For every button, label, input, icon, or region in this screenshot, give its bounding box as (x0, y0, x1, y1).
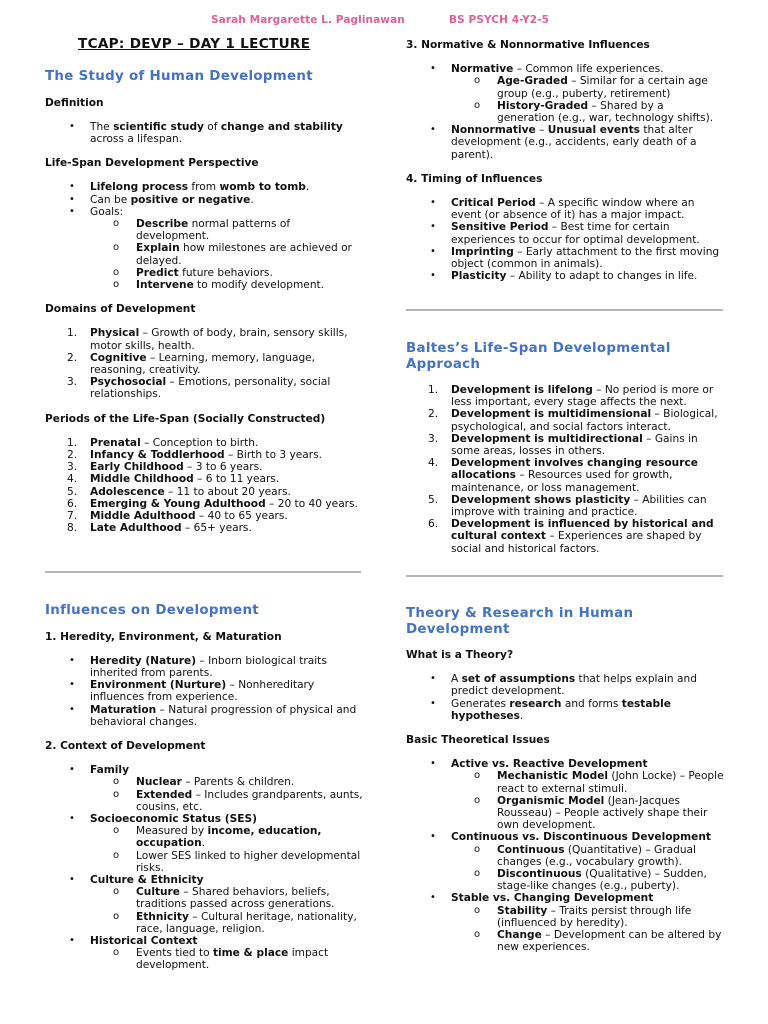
list-item: 6. Emerging & Young Adulthood – 20 to 40 years. (67, 497, 358, 510)
list-item: 2. Infancy & Toddlerhood – Birth to 3 years. (67, 448, 323, 461)
list-item: o Discontinuous (Qualitative) – Sudden, stage-like changes (e.g., puberty). (474, 868, 707, 893)
section-study (45, 69, 363, 534)
list-item: 5. Development shows plasticity – Abilities can improve with training and practice. (428, 493, 707, 519)
list-item: 1. Prenatal – Conception to birth. (67, 436, 259, 449)
list-item: 3. Psychosocial – Emotions, personality, social relationships. (67, 376, 331, 401)
list-item: • Imprinting – Early attachment to the first moving object (common in animals). (430, 245, 720, 271)
list-item: o Culture – Shared behaviors, beliefs, traditions passed across generations. (113, 886, 335, 911)
list-item: o Ethnicity – Cultural heritage, nationality, race, language, religion. (113, 910, 357, 935)
list-item: o Age-Graded – Similar for a certain age group (e.g., puberty, retirement) (474, 75, 708, 100)
list-item: 3. Development is multidirectional – Gains in some areas, losses in others. (428, 432, 698, 458)
list-item: • A set of assumptions that helps explain and predict development. (430, 673, 697, 698)
author-name: Sarah Margarette L. Paglinawan (211, 14, 405, 26)
list-item: • Goals: (69, 205, 124, 218)
list-item: o Change – Development can be altered by new experiences. (474, 929, 722, 954)
list-item: • Historical Context (69, 934, 198, 947)
list-item: 4. Development involves changing resource allocations – Resources used for growth, maintenance, or loss management. (428, 457, 698, 494)
label-context: 2. Context of Development (45, 739, 206, 752)
heading-theory: Theory & Research in Human Development (406, 606, 634, 637)
list-item: • Critical Period – A specific window where an event (or absence of it) has a major impact. (430, 197, 695, 222)
section-baltes (406, 341, 724, 555)
section-normative (406, 39, 724, 282)
heading-influences: Influences on Development (45, 603, 259, 618)
heading-study: The Study of Human Development (45, 69, 313, 84)
list-item: o History-Graded – Shared by a generation (e.g., war, technology shifts). (474, 99, 714, 125)
list-item: o Mechanistic Model (John Locke) – People react to external stimuli. (474, 770, 724, 795)
list-item: o Lower SES linked to higher developmental risks. (113, 849, 361, 874)
list-item: 2. Development is multidimensional – Biological, psychological, and social factors interact. (428, 408, 718, 433)
list-item: • Sensitive Period – Best time for certain experiences to occur for optimal development. (430, 221, 700, 246)
list-item: 7. Middle Adulthood – 40 to 65 years. (67, 509, 288, 522)
list-item: • Normative – Common life experiences. (430, 63, 664, 76)
list-item: • Plasticity – Ability to adapt to changes in life. (430, 270, 698, 283)
baltes-list (406, 384, 724, 555)
list-item: • Stable vs. Changing Development (430, 892, 654, 905)
list-item: 4. Middle Childhood – 6 to 11 years. (67, 473, 280, 486)
list-item: 6. Development is influenced by historical and cultural context – Experiences are shaped by social and historical factors. (428, 518, 714, 555)
list-item: • Continuous vs. Discontinuous Development (430, 831, 711, 844)
list-item: • The scientific study of change and stability across a lifespan. (69, 120, 343, 145)
list-item: 3. Early Childhood – 3 to 6 years. (67, 461, 263, 474)
list-item: • Family (69, 764, 129, 777)
label-heredity: 1. Heredity, Environment, & Maturation (45, 630, 282, 643)
list-item: • Nonnormative – Unusual events that alter development (e.g., accidents, early death of a parent). (430, 124, 697, 161)
list-item: • Can be positive or negative. (69, 193, 254, 206)
list-item: • Socioeconomic Status (SES) (69, 812, 257, 825)
list-item: • Maturation – Natural progression of physical and behavioral changes. (69, 703, 357, 728)
divider (406, 575, 723, 577)
periods-list (45, 437, 363, 535)
label-timing: 4. Timing of Influences (406, 172, 543, 185)
list-item: 8. Late Adulthood – 65+ years. (67, 522, 252, 535)
list-item: • Active vs. Reactive Development (430, 758, 648, 771)
list-item: o Continuous (Quantitative) – Gradual changes (e.g., vocabulary growth). (474, 843, 696, 868)
course-code: BS PSYCH 4-Y2-5 (449, 14, 550, 26)
label-definition: Definition (45, 96, 104, 109)
label-lifespan: Life-Span Development Perspective (45, 157, 259, 170)
label-basic-issues: Basic Theoretical Issues (406, 734, 550, 747)
section-theory (406, 606, 724, 953)
heading-baltes: Baltes’s Life-Span Developmental Approach (406, 341, 671, 372)
list-item: • Lifelong process from womb to tomb. (69, 181, 310, 194)
list-item: 5. Adolescence – 11 to about 20 years. (67, 485, 291, 498)
domains-list (45, 327, 363, 400)
list-item: • Heredity (Nature) – Inborn biological traits inherited from parents. (69, 654, 327, 679)
list-item: 2. Cognitive – Learning, memory, language, reasoning, creativity. (67, 351, 316, 376)
divider (406, 309, 723, 311)
list-item: o Nuclear – Parents & children. (113, 776, 295, 789)
label-domains: Domains of Development (45, 303, 196, 316)
list-item: o Explain how milestones are achieved or delayed. (113, 242, 352, 267)
list-item: • Environment (Nurture) – Nonhereditary influences from experience. (69, 679, 315, 704)
list-item: 1. Physical – Growth of body, brain, sensory skills, motor skills, health. (67, 327, 348, 352)
section-influences (45, 603, 363, 972)
list-item: • Generates research and forms testable hypotheses. (430, 697, 671, 722)
page-title: TCAP: DEVP – DAY 1 LECTURE (78, 36, 311, 52)
list-item: o Extended – Includes grandparents, aunts, cousins, etc. (113, 788, 363, 813)
label-what-theory: What is a Theory? (406, 649, 514, 661)
label-periods: Periods of the Life-Span (Socially Constructed) (45, 412, 326, 425)
list-item: o Events tied to time & place impact development. (113, 947, 329, 972)
divider (45, 571, 361, 573)
list-item: o Intervene to modify development. (113, 278, 325, 291)
label-normative: 3. Normative & Nonnormative Influences (406, 39, 650, 51)
list-item: 1. Development is lifelong – No period is more or less important, every stage affects the next. (428, 384, 714, 409)
list-item: o Organismic Model (Jean-Jacques Rousseau) – People actively shape their own development. (474, 794, 708, 832)
list-item: • Culture & Ethnicity (69, 873, 204, 886)
list-item: o Measured by income, education, occupation. (113, 825, 322, 850)
list-item: o Predict future behaviors. (113, 266, 273, 279)
list-item: o Describe normal patterns of development. (113, 217, 291, 243)
list-item: o Stability – Traits persist through life (influenced by heredity). (474, 904, 692, 929)
